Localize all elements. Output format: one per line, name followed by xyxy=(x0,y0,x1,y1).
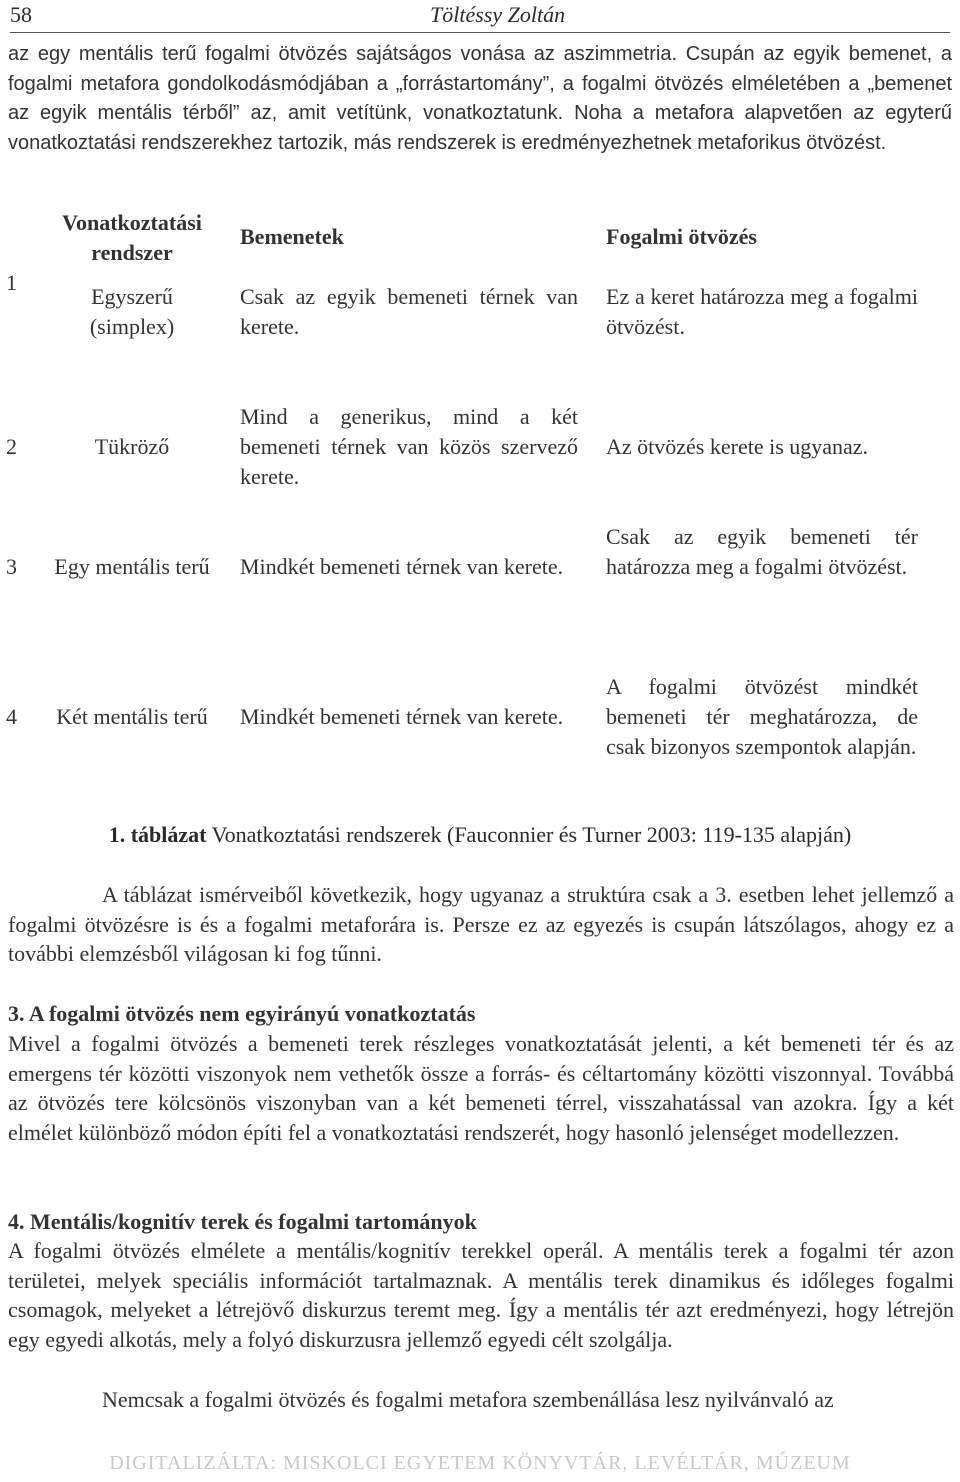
after-table-paragraph: A táblázat ismérveiből következik, hogy ugyanaz a struktúra csak a 3. esetben lehet jellemző a fogalmi ötvözésre is és a fogalmi metaforára is. Persze ez az egyezés is csupán látszólagos, ahogy ez a további elemzésből világosan ki fog tűnni. xyxy=(8,882,954,967)
running-head: Töltéssy Zoltán xyxy=(430,2,566,27)
section-3-paragraph: Mivel a fogalmi ötvözés a bemeneti terek részleges vonatkoztatását jelenti, a két bemeneti tér és az emergens tér közötti viszonyok nem vethetők össze a forrás- és céltartomány közötti viszonnyal. Továbbá az ötvözés tere kölcsönös viszonyban van a két bemeneti térrel, visszahatással van azokra. Így a két elmélet különböző módon építi fel a vonatkoztatási rendszerét, hogy hasonló jelenséget modellezzen. xyxy=(8,1031,954,1146)
table-row-4-system: Két mentális terű xyxy=(56,704,208,729)
table-row-3-blend: Csak az egyik bemeneti tér határozza meg a fogalmi ötvözést. xyxy=(606,524,918,579)
table-header-blend: Fogalmi ötvözés xyxy=(606,224,757,249)
table-row-1-system: Egyszerű (simplex) xyxy=(89,284,175,339)
intro-paragraph: az egy mentális terű fogalmi ötvözés sajátságos vonása az aszimmetria. Csupán az egyik bemenet, a fogalmi metafora gondolkodásmódjában a „forrástartomány”, a fogalmi ötvözés elméletében a „bemenet az egyik mentális térből” az, amit vetítünk, vonatkoztatunk. Noha a metafora alapvetően az egyterű vonatkoztatási rendszerekhez tartozik, más rendszerek is eredményezhetnek metaforikus ötvözést. xyxy=(8,43,952,154)
table-row-1-number: 1 xyxy=(6,270,17,295)
table-row-4-inputs: Mindkét bemeneti térnek van kerete. xyxy=(240,704,564,729)
section-4-paragraph: A fogalmi ötvözés elmélete a mentális/kognitív terekkel operál. A mentális terek a fogalmi tér azon területei, melyek speciális információt tartalmaznak. A mentális terek dinamikus és időleges fogalmi csomagok, melyeket a létrejövő diskurzus teremt meg. Így a mentális tér azt eredményezi, hogy létrejön egy egyedi alkotás, mely a folyó diskurzusra jellemző egyedi célt szolgálja. xyxy=(8,1238,954,1353)
table-row-3-system: Egy mentális terű xyxy=(54,554,210,579)
table-row-1-blend: Ez a keret határozza meg a fogalmi ötvözést. xyxy=(606,284,918,339)
section-4-heading: 4. Mentális/kognitív terek és fogalmi tartományok xyxy=(8,1209,477,1234)
table-row-2-number: 2 xyxy=(6,434,17,459)
table-header-inputs: Bemenetek xyxy=(240,224,344,249)
table-caption xyxy=(0,822,960,848)
section-3-heading: 3. A fogalmi ötvözés nem egyirányú vonatkoztatás xyxy=(8,1001,476,1026)
table-row-2-blend: Az ötvözés kerete is ugyanaz. xyxy=(606,434,869,459)
table-row-2-system: Tükröző xyxy=(94,434,170,459)
table-row-2-inputs: Mind a generikus, mind a két bemeneti térnek van közös szervező kerete. xyxy=(240,404,578,489)
table-row-1-inputs: Csak az egyik bemeneti térnek van kerete. xyxy=(240,284,578,339)
table-row-4-number: 4 xyxy=(6,704,17,729)
section-4-paragraph-2: Nemcsak a fogalmi ötvözés és fogalmi metafora szembenállása lesz nyilvánvaló az xyxy=(102,1387,834,1412)
table-caption-label: 1. táblázat xyxy=(108,822,207,847)
page-header xyxy=(10,0,950,33)
table-row-3-inputs: Mindkét bemeneti térnek van kerete. xyxy=(240,554,564,579)
table-row-3-number: 3 xyxy=(6,554,17,579)
digitization-watermark: DIGITALIZÁLTA: MISKOLCI EGYETEM KÖNYVTÁR, LEVÉLTÁR, MÚZEUM xyxy=(109,1452,851,1474)
table-caption-text: Vonatkoztatási rendszerek (Fauconnier és Turner 2003: 119-135 alapján) xyxy=(211,822,852,847)
table-header-system: Vonatkoztatási rendszer xyxy=(62,210,202,265)
page-number: 58 xyxy=(10,2,32,27)
table-row-4-blend: A fogalmi ötvözést mindkét bemeneti tér meghatározza, de csak bizonyos szempontok alapján. xyxy=(606,674,918,759)
